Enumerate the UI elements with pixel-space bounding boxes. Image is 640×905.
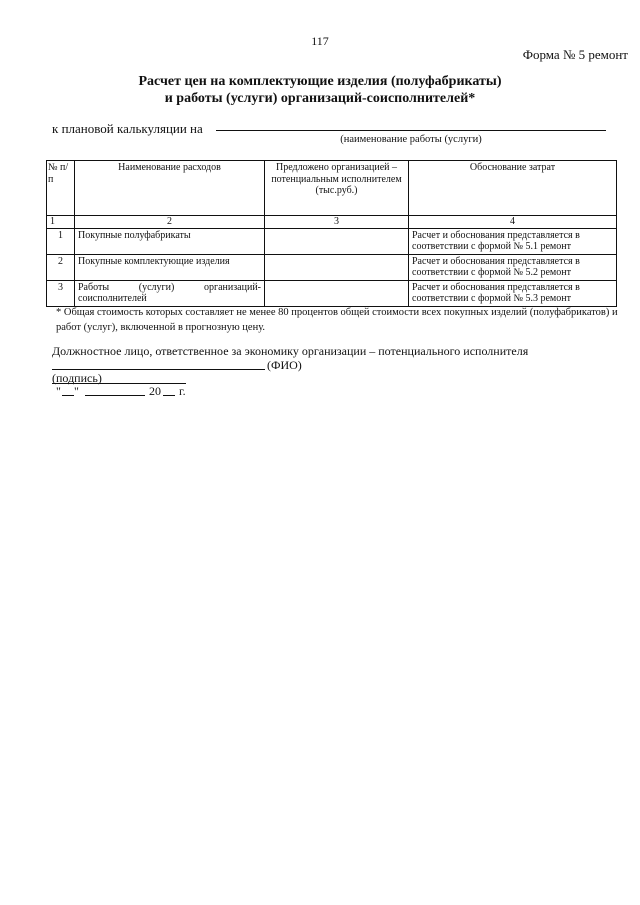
document-title-line-2: и работы (услуги) организаций-соисполнителей* (164, 91, 476, 106)
date-month-line (85, 395, 145, 396)
index-cell: 4 (409, 216, 617, 229)
row-num: 3 (47, 280, 75, 306)
index-cell: 1 (47, 216, 75, 229)
table-row (47, 228, 617, 254)
header-offered: Предложено организацией – потенциальным исполнителем (тыс.руб.) (265, 161, 409, 216)
row-num: 1 (47, 228, 75, 254)
fio-label: (ФИО) (267, 358, 302, 372)
header-num: № п/п (47, 161, 75, 216)
row-num: 2 (47, 254, 75, 280)
index-cell: 2 (75, 216, 265, 229)
footnote: * Общая стоимость которых составляет не менее 80 процентов общей стоимости всех покупных изделий (полуфабрикатов) и работ (услуг), включенной в прогнозную цену. (56, 307, 618, 334)
row-offered[interactable] (265, 280, 409, 306)
official-label: Должностное лицо, ответственное за экономику организации – потенциального исполнителя (52, 344, 529, 358)
row-justification: Расчет и обоснования представляется в соответствии с формой № 5.2 ремонт (409, 254, 617, 280)
official-name-line (52, 369, 265, 370)
table-index-row (47, 216, 617, 229)
calculation-fill-line (216, 130, 606, 131)
date-year-prefix: 20 (149, 384, 161, 398)
date-quote-close: " (74, 384, 79, 398)
table-header-row (47, 161, 617, 216)
row-justification: Расчет и обоснования представляется в соответствии с формой № 5.3 ремонт (409, 280, 617, 306)
header-name: Наименование расходов (75, 161, 265, 216)
calculation-caption: (наименование работы (услуги) (340, 134, 482, 145)
table-row (47, 254, 617, 280)
document-title-line-1: Расчет цен на комплектующие изделия (полуфабрикаты) (138, 74, 502, 89)
row-name: Покупные полуфабрикаты (75, 228, 265, 254)
date-year-line (163, 395, 175, 396)
row-name: Работы (услуги) организаций-соисполнителей (75, 280, 265, 306)
calculation-label: к плановой калькуляции на (52, 121, 203, 136)
page-number: 117 (311, 34, 329, 48)
row-name: Покупные комплектующие изделия (75, 254, 265, 280)
form-label: Форма № 5 ремонт (522, 47, 628, 62)
row-offered[interactable] (265, 254, 409, 280)
table-row (47, 280, 617, 306)
signature-line (52, 383, 186, 384)
date-quote-open: " (56, 384, 61, 398)
row-offered[interactable] (265, 228, 409, 254)
header-justification: Обоснование затрат (409, 161, 617, 216)
signature-label: (подпись) (52, 371, 102, 385)
date-day-line (62, 395, 74, 396)
cost-table (46, 160, 617, 307)
row-justification: Расчет и обоснования представляется в соответствии с формой № 5.1 ремонт (409, 228, 617, 254)
index-cell: 3 (265, 216, 409, 229)
date-year-suffix: г. (179, 384, 186, 398)
